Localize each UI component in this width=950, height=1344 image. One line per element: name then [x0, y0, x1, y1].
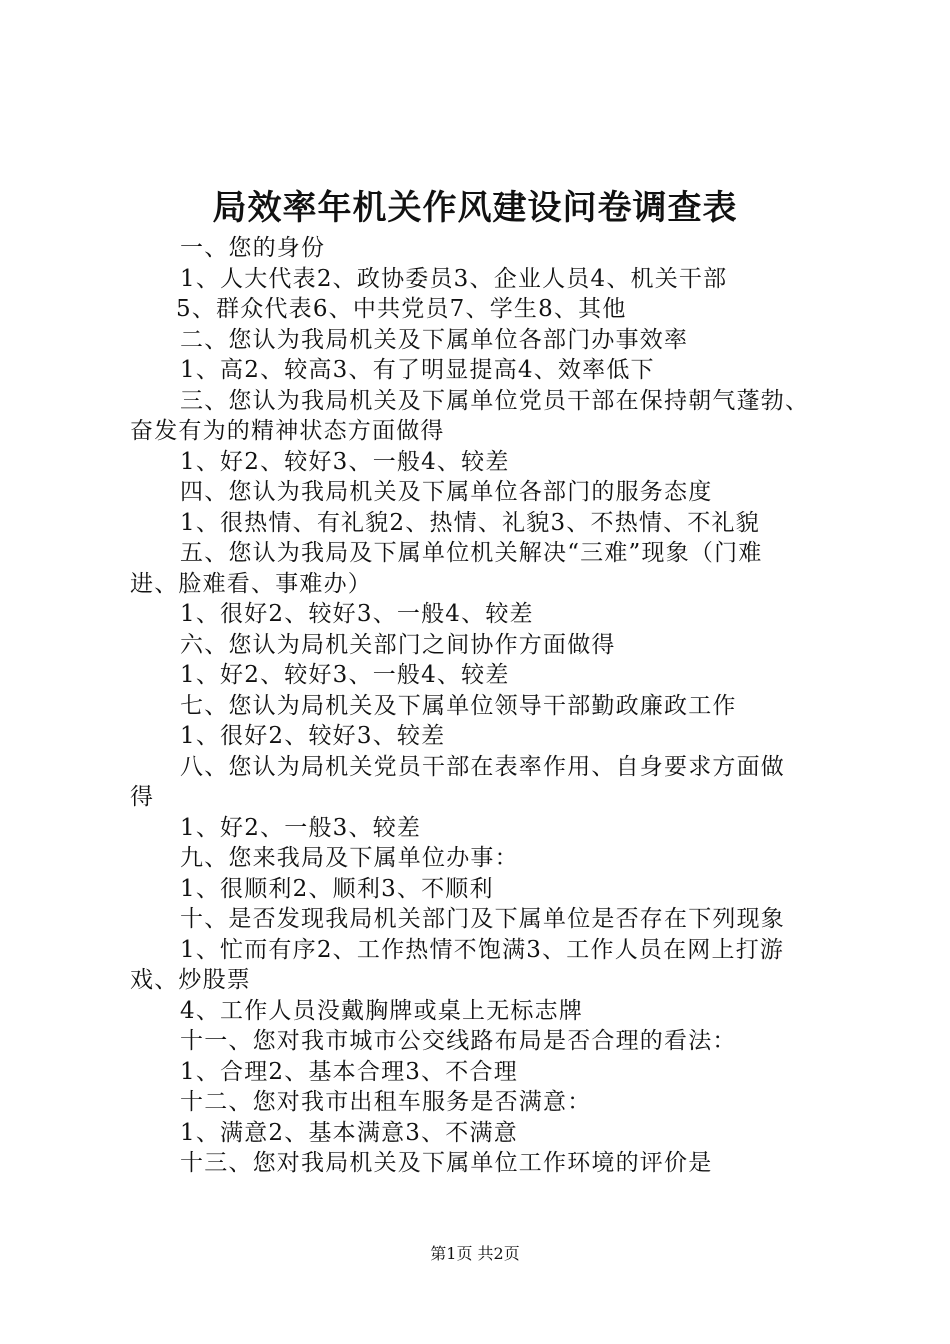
text-line: 十三、您对我局机关及下属单位工作环境的评价是: [180, 1150, 713, 1176]
text-line: 七、您认为局机关及下属单位领导干部勤政廉政工作: [180, 692, 737, 719]
document-title: 局效率年机关作风建设问卷调查表: [212, 188, 738, 228]
text-line: 进、脸难看、事难办）: [130, 570, 372, 597]
text-line: 九、您来我局及下属单位办事：: [180, 845, 519, 871]
text-line: 1、高2、较高3、有了明显提高4、效率低下: [180, 357, 655, 383]
text-line: 1、很顺利2、顺利3、不顺利: [180, 875, 494, 902]
text-line: 1、好2、一般3、较差: [180, 814, 422, 841]
text-line: 5、群众代表6、中共党员7、学生8、其他: [176, 296, 627, 322]
text-line: 八、您认为局机关党员干部在表率作用、自身要求方面做: [180, 753, 785, 780]
text-line: 十、是否发现我局机关部门及下属单位是否存在下列现象: [180, 906, 785, 932]
document-body: [130, 233, 835, 1179]
text-line: 三、您认为我局机关及下属单位党员干部在保持朝气蓬勃、: [180, 387, 810, 414]
text-line: 戏、炒股票: [130, 967, 251, 993]
text-line: 六、您认为局机关部门之间协作方面做得: [180, 631, 616, 658]
text-line: 1、忙而有序2、工作热情不饱满3、工作人员在网上打游: [180, 936, 785, 963]
text-line: 1、满意2、基本满意3、不满意: [180, 1119, 518, 1146]
text-line: 1、好2、较好3、一般4、较差: [180, 448, 510, 475]
text-line: 四、您认为我局机关及下属单位各部门的服务态度: [180, 479, 713, 505]
text-line: 十二、您对我市出租车服务是否满意：: [180, 1089, 592, 1115]
text-line: 一、您的身份: [180, 235, 326, 261]
text-line: 十一、您对我市城市公交线路布局是否合理的看法：: [180, 1028, 737, 1054]
page-footer: 第1页 共2页: [430, 1244, 520, 1263]
text-line: 奋发有为的精神状态方面做得: [130, 418, 445, 444]
text-line: 二、您认为我局机关及下属单位各部门办事效率: [180, 326, 689, 353]
text-line: 五、您认为我局及下属单位机关解决“三难”现象（门难: [180, 540, 763, 566]
text-line: 1、很好2、较好3、一般4、较差: [180, 601, 534, 627]
text-line: 1、人大代表2、政协委员3、企业人员4、机关干部: [180, 265, 728, 292]
text-line: 1、很热情、有礼貌2、热情、礼貌3、不热情、不礼貌: [180, 509, 760, 536]
text-line: 4、工作人员没戴胸牌或桌上无标志牌: [180, 997, 584, 1024]
text-line: 1、好2、较好3、一般4、较差: [180, 662, 510, 688]
text-line: 1、很好2、较好3、较差: [180, 723, 446, 749]
text-line: 得: [130, 784, 155, 810]
text-line: 1、合理2、基本合理3、不合理: [180, 1058, 518, 1085]
